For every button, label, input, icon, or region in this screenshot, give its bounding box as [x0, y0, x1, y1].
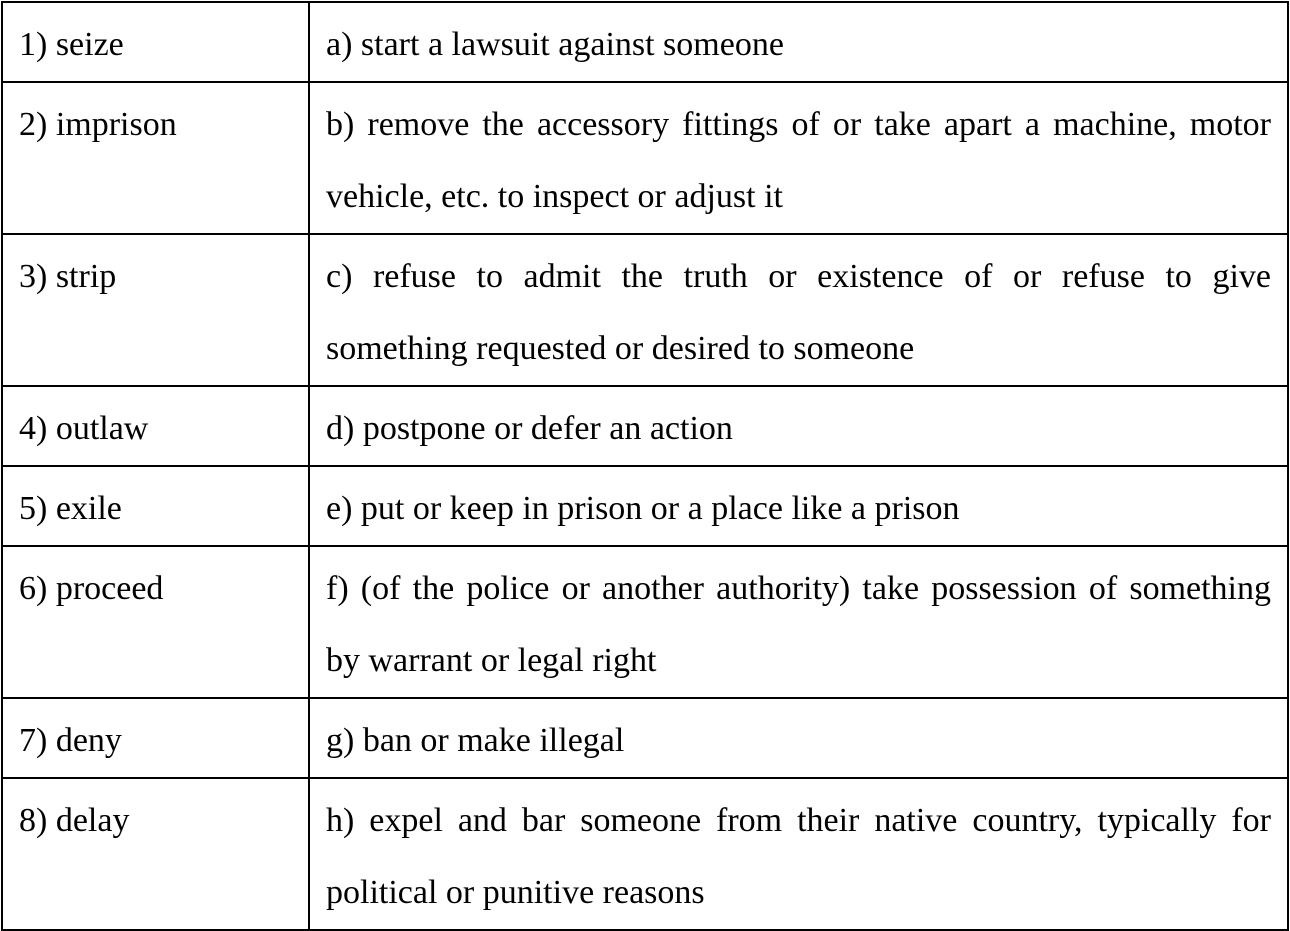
matching-table	[1, 1, 1289, 931]
term-cell: 7) deny	[2, 698, 309, 778]
term-cell: 2) imprison	[2, 82, 309, 234]
table-row	[2, 2, 1288, 82]
definition-cell: f) (of the police or another authority) take possession of something by warrant or legal right	[309, 546, 1288, 698]
term-cell: 8) delay	[2, 778, 309, 930]
table-row	[2, 386, 1288, 466]
table-row	[2, 466, 1288, 546]
term-cell: 6) proceed	[2, 546, 309, 698]
term-cell: 4) outlaw	[2, 386, 309, 466]
term-cell: 5) exile	[2, 466, 309, 546]
term-cell: 3) strip	[2, 234, 309, 386]
table-row	[2, 778, 1288, 930]
definition-cell: d) postpone or defer an action	[309, 386, 1288, 466]
definition-cell: g) ban or make illegal	[309, 698, 1288, 778]
definition-cell: a) start a lawsuit against someone	[309, 2, 1288, 82]
definition-cell: c) refuse to admit the truth or existence of or refuse to give something requested or desired to someone	[309, 234, 1288, 386]
definition-cell: b) remove the accessory fittings of or take apart a machine, motor vehicle, etc. to inspect or adjust it	[309, 82, 1288, 234]
definition-cell: e) put or keep in prison or a place like a prison	[309, 466, 1288, 546]
table-row	[2, 234, 1288, 386]
table-row	[2, 698, 1288, 778]
table-row	[2, 546, 1288, 698]
table-row	[2, 82, 1288, 234]
term-cell: 1) seize	[2, 2, 309, 82]
definition-cell: h) expel and bar someone from their native country, typically for political or punitive reasons	[309, 778, 1288, 930]
